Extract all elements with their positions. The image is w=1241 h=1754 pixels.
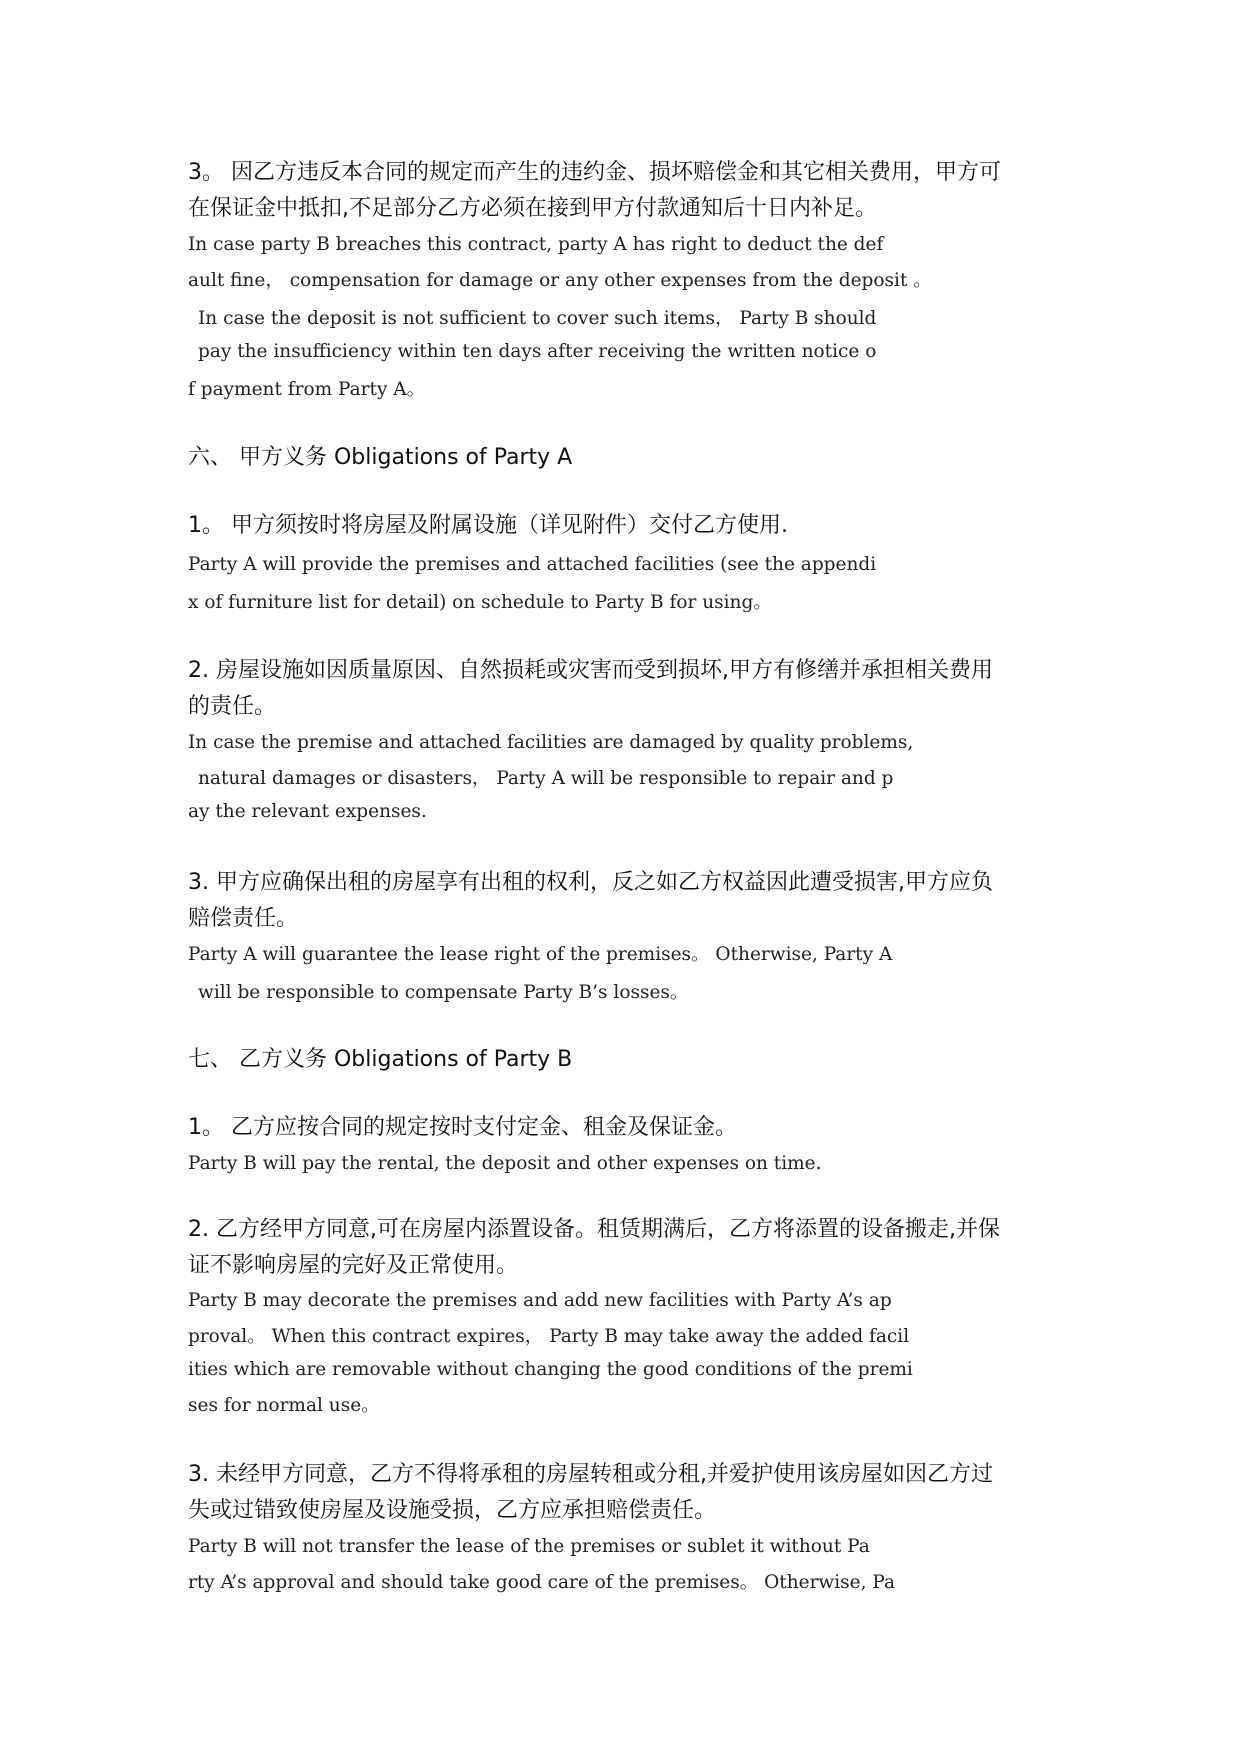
party-a-item-1-en-line-1: Party A will provide the premises and attached facilities (see the appendi — [188, 554, 877, 575]
party-a-item-3-en-line-1: Party A will guarantee the lease right of the premises。 Otherwise, Party A — [188, 944, 893, 965]
party-a-item-2-en-line-3: ay the relevant expenses. — [188, 801, 427, 822]
clause-3-en-line-5: f payment from Party A。 — [188, 379, 426, 400]
section-heading-party-a-obligations: 六、 甲方义务 Obligations of Party A — [188, 445, 573, 470]
party-b-item-3-zh-line-1: 3. 未经甲方同意，乙方不得将承租的房屋转租或分租,并爱护使用该房屋如因乙方过 — [188, 1462, 993, 1487]
party-b-item-2-en-line-1: Party B may decorate the premises and add new facilities with Party A’s ap — [188, 1290, 892, 1311]
party-a-item-2-zh-line-2: 的责任。 — [188, 694, 277, 719]
party-b-item-2-zh-line-1: 2. 乙方经甲方同意,可在房屋内添置设备。租赁期满后，乙方将添置的设备搬走,并保 — [188, 1217, 1000, 1242]
section-heading-party-b-obligations: 七、 乙方义务 Obligations of Party B — [188, 1047, 573, 1072]
party-a-item-3-zh-line-1: 3. 甲方应确保出租的房屋享有出租的权利，反之如乙方权益因此遭受损害,甲方应负 — [188, 870, 993, 895]
party-b-item-1-en: Party B will pay the rental, the deposit and other expenses on time. — [188, 1153, 822, 1174]
clause-3-en-line-1: In case party B breaches this contract, party A has right to deduct the def — [188, 234, 884, 255]
party-a-item-3-zh-line-2: 赔偿责任。 — [188, 906, 299, 931]
party-a-item-3-en-line-2: will be responsible to compensate Party B’s losses。 — [198, 982, 689, 1003]
party-b-item-3-en-line-1: Party B will not transfer the lease of the premises or sublet it without Pa — [188, 1536, 870, 1557]
party-b-item-3-zh-line-2: 失或过错致使房屋及设施受损，乙方应承担赔偿责任。 — [188, 1498, 717, 1523]
party-a-item-1-zh: 1。 甲方须按时将房屋及附属设施（详见附件）交付乙方使用. — [188, 513, 788, 538]
party-a-item-2-zh-line-1: 2. 房屋设施如因质量原因、自然损耗或灾害而受到损坏,甲方有修缮并承担相关费用 — [188, 658, 993, 683]
clause-3-en-line-3: In case the deposit is not sufficient to cover such items， Party B should — [198, 308, 877, 329]
party-b-item-2-en-line-2: proval。 When this contract expires， Party B may take away the added facil — [188, 1326, 910, 1347]
party-b-item-1-zh: 1。 乙方应按合同的规定按时支付定金、租金及保证金。 — [188, 1115, 737, 1140]
party-a-item-1-en-line-2: x of furniture list for detail) on schedule to Party B for using。 — [188, 592, 772, 613]
party-b-item-2-en-line-4: ses for normal use。 — [188, 1395, 380, 1416]
party-a-item-2-en-line-2: natural damages or disasters， Party A will be responsible to repair and p — [198, 768, 894, 789]
clause-3-en-line-2: ault fine， compensation for damage or any other expenses from the deposit 。 — [188, 270, 932, 291]
party-b-item-2-zh-line-2: 证不影响房屋的完好及正常使用。 — [188, 1253, 519, 1278]
party-b-item-2-en-line-3: ities which are removable without changing the good conditions of the premi — [188, 1359, 913, 1380]
clause-3-zh-line-2: 在保证金中抵扣,不足部分乙方必须在接到甲方付款通知后十日内补足。 — [188, 196, 877, 221]
clause-3-zh-line-1: 3。 因乙方违反本合同的规定而产生的违约金、损坏赔偿金和其它相关费用，甲方可 — [188, 160, 1001, 185]
party-b-item-3-en-line-2: rty A’s approval and should take good care of the premises。 Otherwise, Pa — [188, 1572, 896, 1593]
party-a-item-2-en-line-1: In case the premise and attached facilities are damaged by quality problems, — [188, 732, 914, 753]
clause-3-en-line-4: pay the insufficiency within ten days after receiving the written notice o — [198, 341, 877, 362]
